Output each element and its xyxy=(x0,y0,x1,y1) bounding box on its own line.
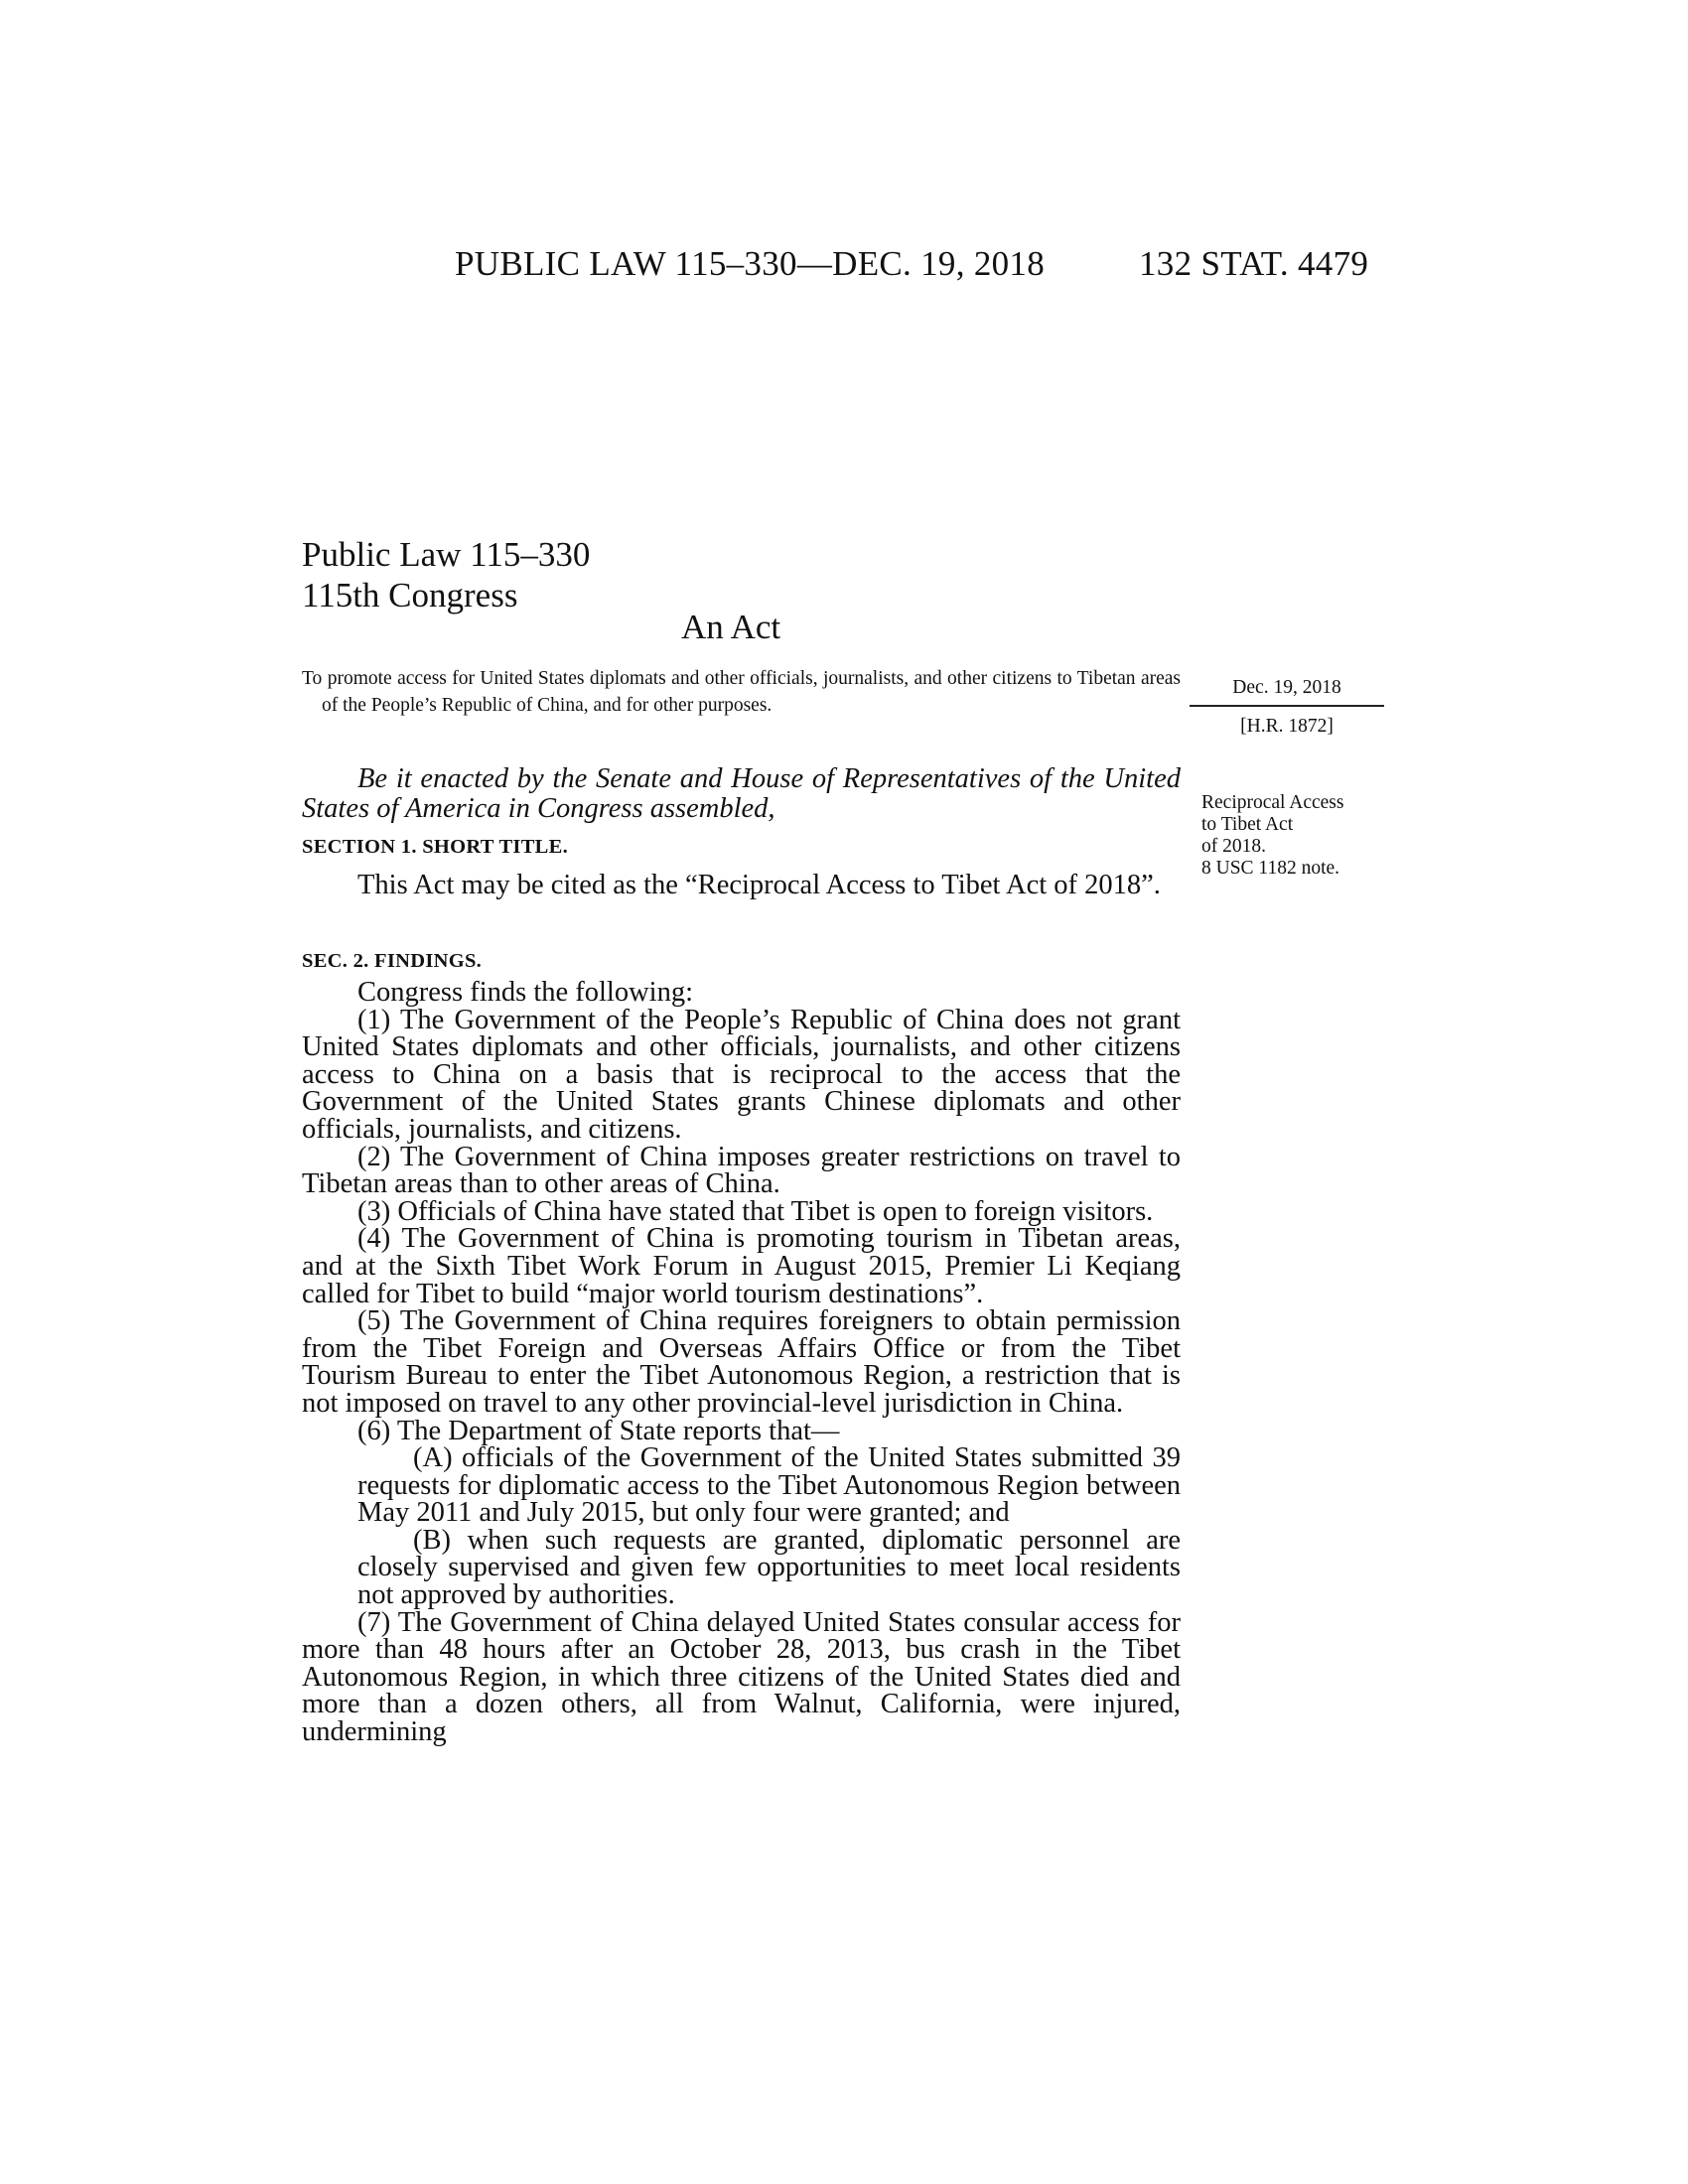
public-law-number: Public Law 115–330 xyxy=(302,535,591,574)
sidenote-date: Dec. 19, 2018 xyxy=(1232,677,1341,698)
section-1-heading: SECTION 1. SHORT TITLE. xyxy=(302,836,569,858)
finding-7: (7) The Government of China delayed United States consular access for more than 48 hours after an October 28, 2013, bus crash in the Tibet Autonomous Region, in which three citizens of the United States died and more than a dozen others, all from Walnut, California, were injured, undermining xyxy=(302,1606,1181,1748)
finding-2: (2) The Government of China imposes greater restrictions on travel to Tibetan areas than to other areas of China. xyxy=(302,1141,1181,1200)
enacting-clause: Be it enacted by the Senate and House of Representatives of the United States of America in Congress assembled, xyxy=(302,763,1181,824)
finding-4: (4) The Government of China is promoting tourism in Tibetan areas, and at the Sixth Tibet Work Forum in August 2015, Premier Li Keqiang called for Tibet to build “major world tourism destinations”. xyxy=(302,1223,1181,1309)
section-1-text: This Act may be cited as the “Reciprocal Access to Tibet Act of 2018”. xyxy=(357,870,1161,900)
finding-6-a: (A) officials of the Government of the United States submitted 39 requests for diplomatic access to the Tibet Autonomous Region between May 2011 and July 2015, but only four were granted; and xyxy=(357,1442,1181,1529)
sidenote-divider xyxy=(1190,705,1384,707)
running-header-page: 132 STAT. 4479 xyxy=(1139,244,1369,283)
sidenote-line: to Tibet Act xyxy=(1201,814,1294,835)
congress-number: 115th Congress xyxy=(302,576,518,614)
finding-6: (6) The Department of State reports that— xyxy=(357,1415,840,1446)
section-2-findings xyxy=(302,979,1181,1746)
finding-6-b: (B) when such requests are granted, diplomatic personnel are closely supervised and given few opportunities to meet local residents not approved by authorities. xyxy=(357,1524,1181,1611)
section-1-body xyxy=(302,872,1181,899)
section-2-heading: SEC. 2. FINDINGS. xyxy=(302,950,483,972)
finding-1: (1) The Government of the People’s Republic of China does not grant United States diplomats and other officials, journalists, and other citizens access to China on a basis that is reciprocal to the access that the Government of the United States grants Chinese diplomats and other officials, journalists, and citizens. xyxy=(302,1004,1181,1145)
act-purpose: To promote access for United States diplomats and other officials, journalists, and other citizens to Tibetan areas of the People’s Republic of China, and for other purposes. xyxy=(302,668,1181,716)
law-title-block xyxy=(302,534,590,615)
finding-3: (3) Officials of China have stated that Tibet is open to foreign visitors. xyxy=(357,1195,1154,1227)
sidenote-bill-number: [H.R. 1872] xyxy=(1240,716,1334,737)
sidenote-line: Reciprocal Access xyxy=(1201,792,1344,813)
findings-intro: Congress finds the following: xyxy=(357,977,694,1008)
act-heading: An Act xyxy=(681,608,781,646)
sidenote-line: 8 USC 1182 note. xyxy=(1201,858,1340,879)
sidenote-short-title xyxy=(1201,792,1390,880)
sidenote-line: of 2018. xyxy=(1201,836,1266,857)
running-header-citation: PUBLIC LAW 115–330—DEC. 19, 2018 xyxy=(455,244,1046,283)
finding-5: (5) The Government of China requires foreigners to obtain permission from the Tibet Foreign and Overseas Affairs Office or from the Tibet Tourism Bureau to enter the Tibet Autonomous Region, a restriction that is not imposed on travel to any other provincial-level jurisdiction in China. xyxy=(302,1305,1181,1419)
